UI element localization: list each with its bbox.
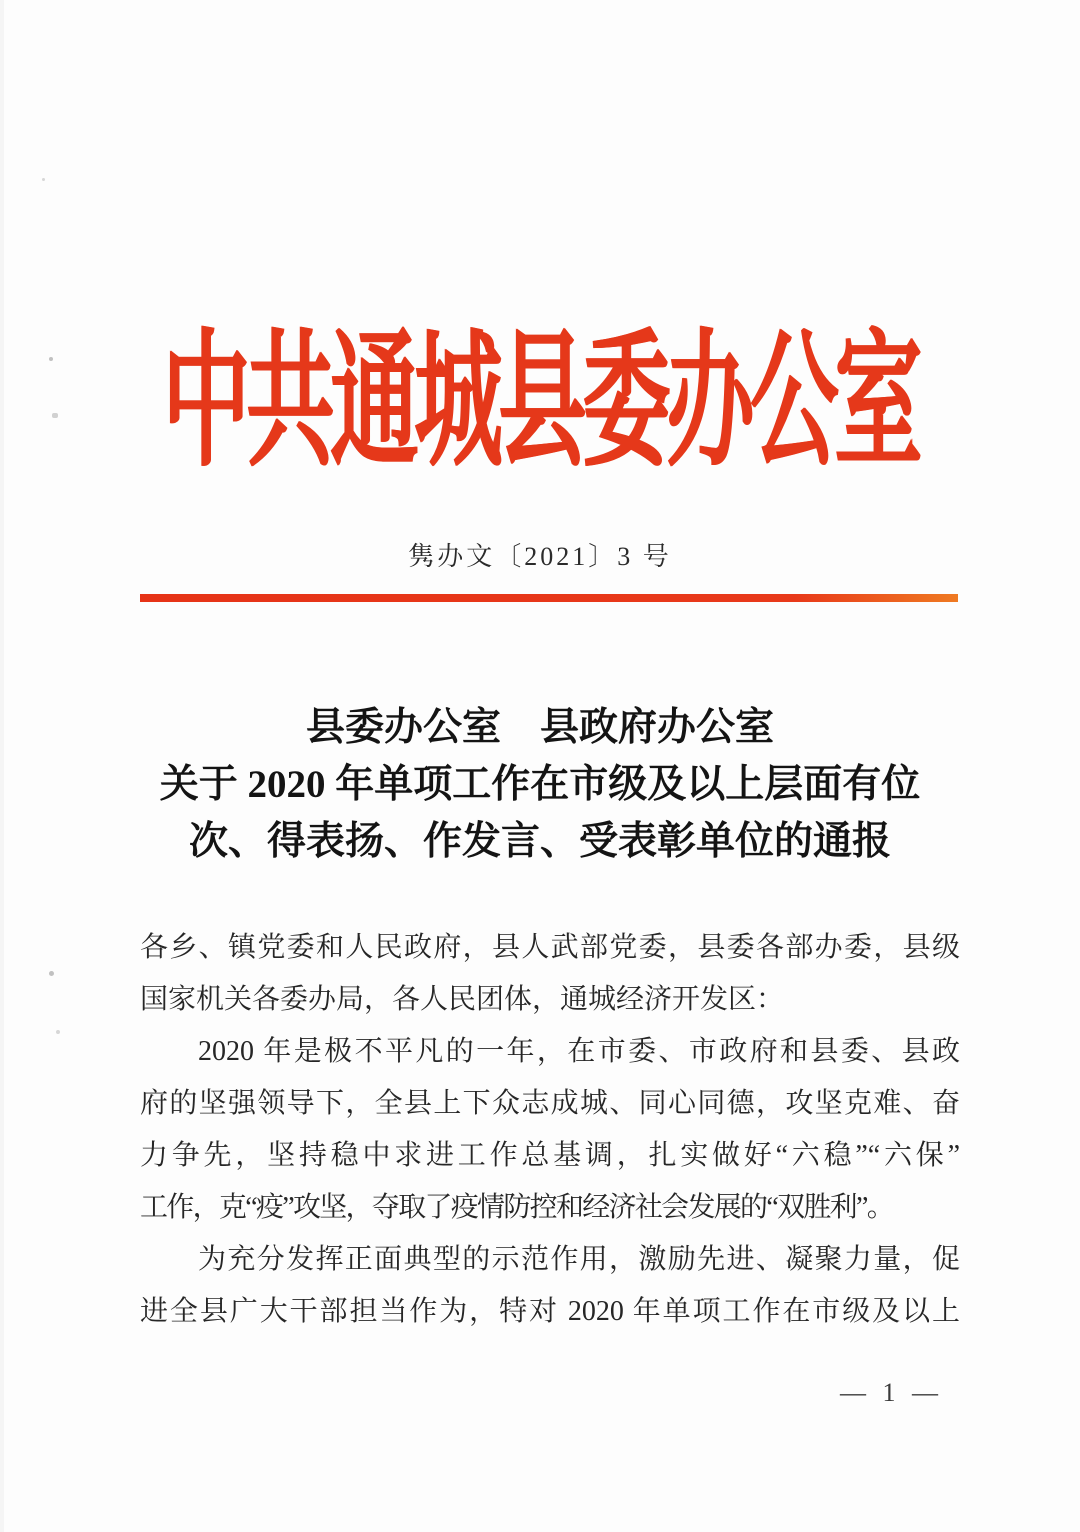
document-masthead [0,322,1080,486]
body-line: 为充分发挥正面典型的示范作用，激励先进、凝聚力量，促 [198,1244,960,1275]
scan-artifact [42,178,45,181]
document-title-line-3: 次、得表扬、作发言、受表彰单位的通报 [188,820,891,863]
body-line: 2020 年是极不平凡的一年，在市委、市政府和县委、县政 [198,1036,960,1067]
masthead-agency-title: 中共通城县委办公室 [161,322,918,486]
page-number: — 1 — [840,1378,943,1407]
body-line: 进全县广大干部担当作为，特对 2020 年单项工作在市级及以上 [140,1296,960,1327]
page-scan-edge [0,0,4,1532]
document-title [60,699,1020,870]
scan-artifact [56,1030,60,1034]
body-line: 各乡、镇党委和人民政府，县人武部党委，县委各部办委，县级 [140,932,960,963]
body-line: 力争先，坚持稳中求进工作总基调，扎实做好“六稳”“六保” [140,1140,960,1171]
document-number: 隽办文〔2021〕3 号 [408,542,672,571]
document-title-line-2: 关于 2020 年单项工作在市级及以上层面有位 [159,763,921,806]
body-line: 工作，克“疫”攻坚，夺取了疫情防控和经济社会发展的“双胜利”。 [140,1192,894,1223]
document-title-line-1: 县委办公室 县政府办公室 [305,706,774,749]
red-divider-rule [140,594,958,602]
body-line: 国家机关各委办局，各人民团体，通城经济开发区： [140,984,785,1015]
document-body [140,922,960,1338]
scan-artifact [49,971,54,976]
body-line: 府的坚强领导下，全县上下众志成城、同心同德，攻坚克难、奋 [140,1088,960,1119]
